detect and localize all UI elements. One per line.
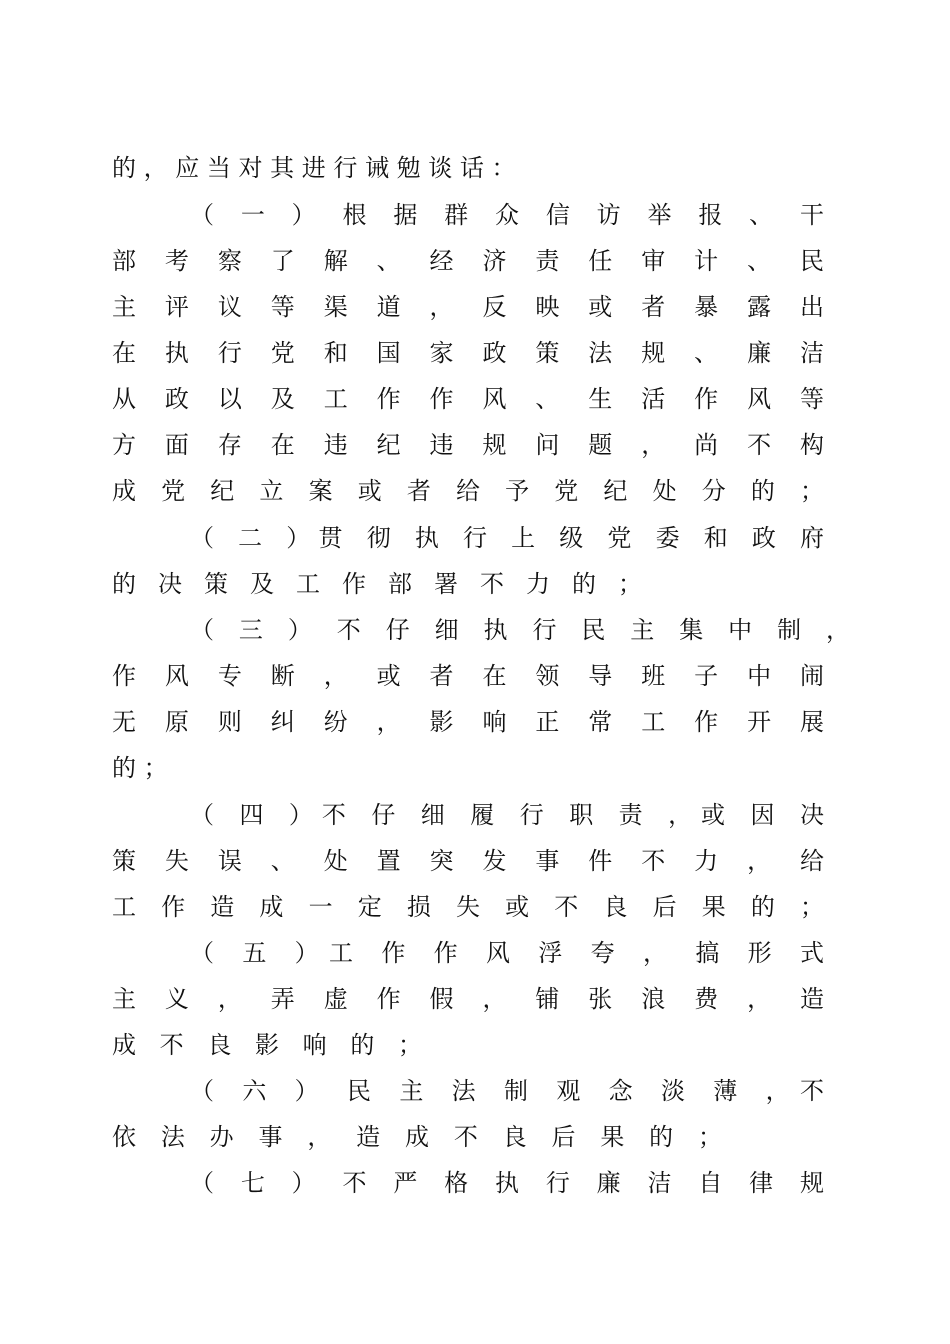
text-line: （ 六 ） 民 主 法 制 观 念 淡 薄 ，不: [190, 1077, 824, 1105]
text-line: 策 失 误 、 处 置 突 发 事 件 不 力 ， 给: [112, 847, 824, 875]
text-line: 方 面 存 在 违 纪 违 规 问 题 ， 尚 不 构: [112, 431, 824, 459]
text-line: （ 二 ）贯 彻 执 行 上 级 党 委 和 政 府: [190, 524, 824, 552]
text-line: （ 一 ） 根 据 群 众 信 访 举 报 、 干: [190, 201, 824, 229]
text-line: （ 三 ） 不 仔 细 执 行 民 主 集 中 制 ，: [190, 616, 850, 644]
text-line: 从 政 以 及 工 作 作 风 、 生 活 作 风 等: [112, 385, 824, 413]
text-line: 无 原 则 纠 纷 ， 影 响 正 常 工 作 开 展: [112, 708, 824, 736]
text-line: 作 风 专 断 ， 或 者 在 领 导 班 子 中 闹: [112, 662, 824, 690]
text-line: （ 四 ）不 仔 细 履 行 职 责 ，或 因 决: [190, 801, 824, 829]
text-line: 部 考 察 了 解 、 经 济 责 任 审 计 、 民: [112, 247, 824, 275]
text-line: （ 七 ） 不 严 格 执 行 廉 洁 自 律 规: [190, 1169, 824, 1197]
text-line: 主 义 ， 弄 虚 作 假 ， 铺 张 浪 费 ， 造: [112, 985, 824, 1013]
text-line: （ 五 ）工 作 作 风 浮 夸 ， 搞 形 式: [190, 939, 824, 967]
text-line: 成 不 良 影 响 的 ；: [112, 1031, 422, 1059]
text-line: 的 ， 应 当 对 其 进 行 诫 勉 谈 话 ：: [112, 154, 516, 182]
text-line: 成 党 纪 立 案 或 者 给 予 党 纪 处 分 的 ；: [112, 477, 824, 505]
text-line: 工 作 造 成 一 定 损 失 或 不 良 后 果 的 ；: [112, 893, 824, 921]
text-line: 的 决 策 及 工 作 部 署 不 力 的 ；: [112, 570, 642, 598]
text-line: 主 评 议 等 渠 道 ， 反 映 或 者 暴 露 出: [112, 293, 824, 321]
text-line: 在 执 行 党 和 国 家 政 策 法 规 、 廉 洁: [112, 339, 824, 367]
text-line: 的 ；: [112, 754, 168, 782]
text-line: 依 法 办 事 ， 造 成 不 良 后 果 的 ；: [112, 1123, 722, 1151]
